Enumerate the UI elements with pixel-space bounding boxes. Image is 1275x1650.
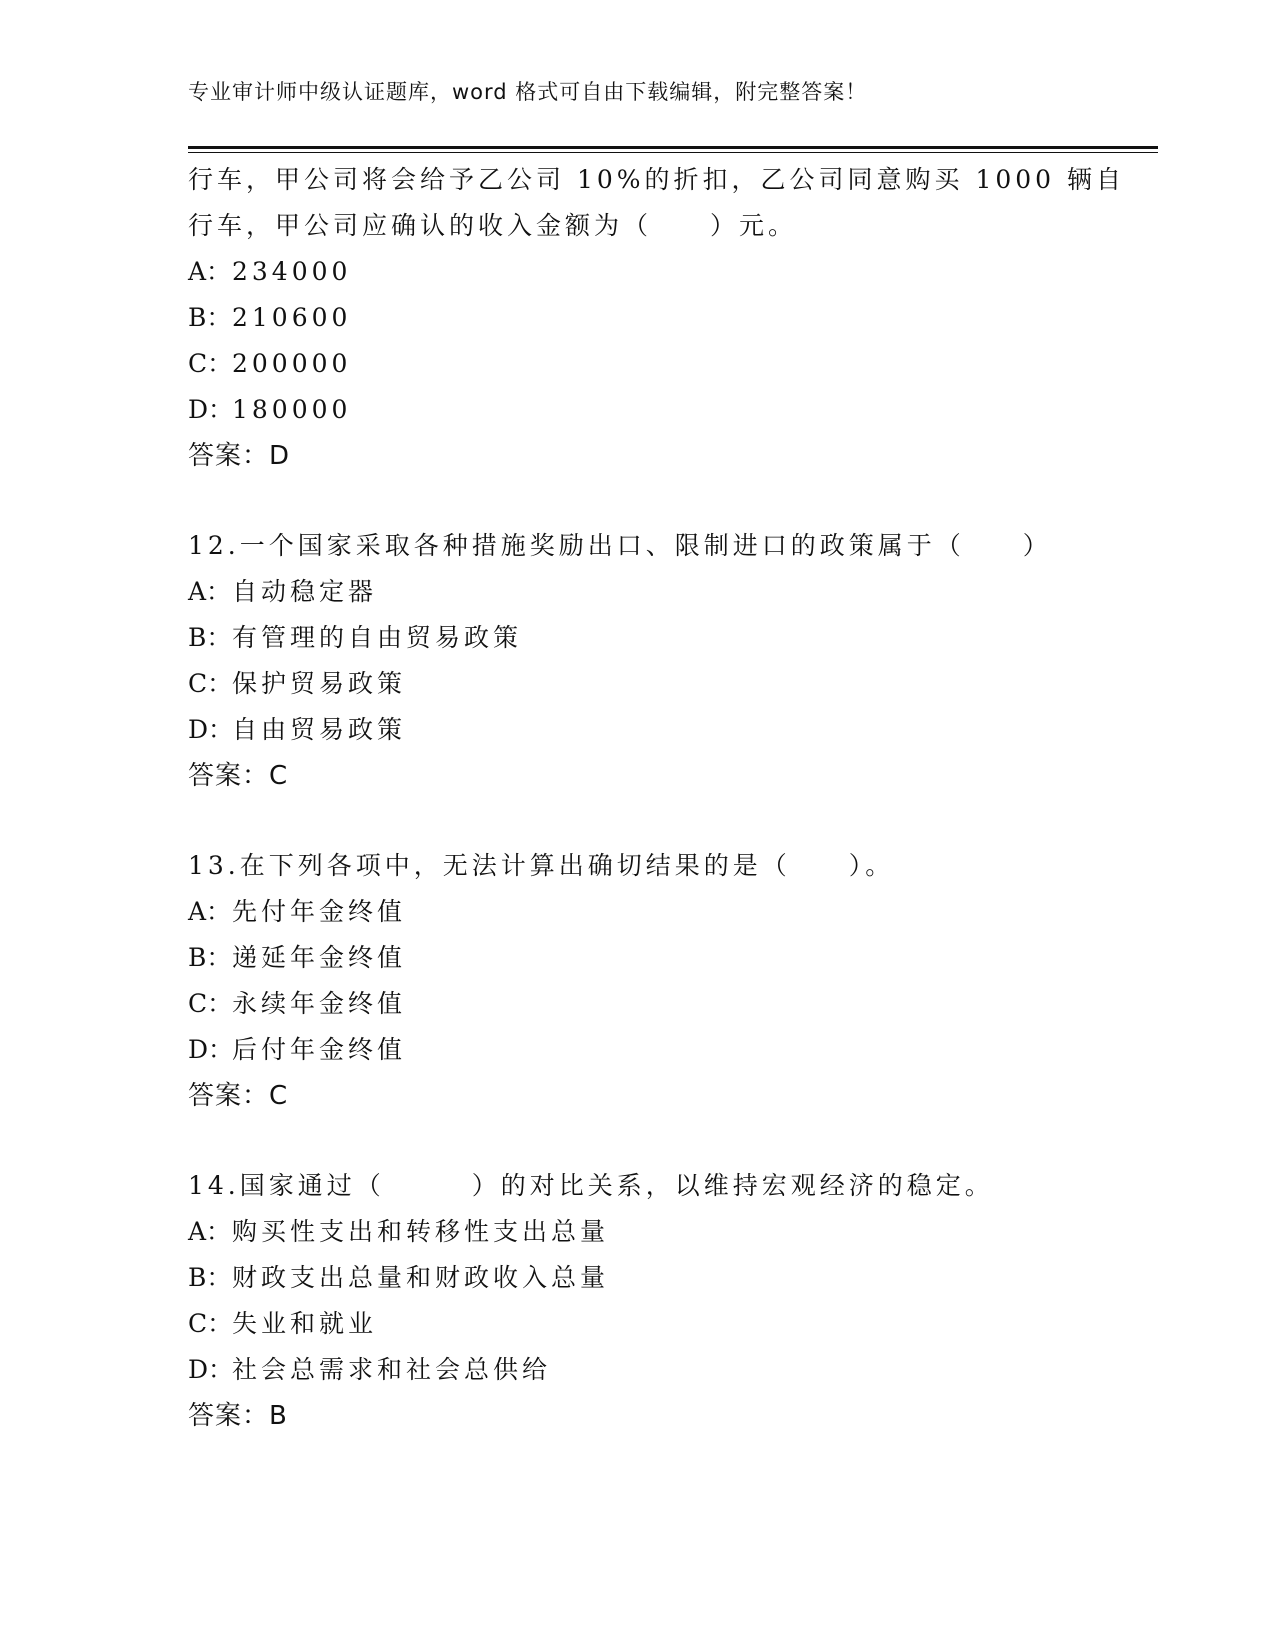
option-key: C： — [188, 669, 233, 698]
option-key: A： — [188, 1217, 232, 1246]
option-key: D： — [188, 395, 234, 424]
answer-line: 答案：D — [188, 441, 291, 471]
option-text: 180000 — [232, 395, 352, 424]
option-b — [188, 935, 1148, 981]
answer-line: 答案：C — [188, 761, 289, 791]
option-key: A： — [188, 257, 232, 286]
option-c — [188, 1301, 1148, 1347]
option-a — [188, 889, 1148, 935]
option-key: D： — [188, 1355, 234, 1384]
question-text-line: 12.一个国家采取各种措施奖励出口、限制进口的政策属于（ ） — [188, 531, 1052, 560]
option-text: 后付年金终值 — [232, 1035, 407, 1064]
option-text: 递延年金终值 — [232, 943, 407, 972]
page-header: 专业审计师中级认证题库，word 格式可自由下载编辑，附完整答案！ — [188, 80, 868, 104]
option-c — [188, 341, 1148, 387]
option-a — [188, 569, 1148, 615]
spacer — [188, 479, 1148, 523]
header-rule-thick — [188, 146, 1158, 149]
option-d — [188, 1027, 1148, 1073]
option-key: D： — [188, 1035, 234, 1064]
option-text: 先付年金终值 — [232, 897, 407, 926]
option-d — [188, 1347, 1148, 1393]
question-block — [188, 523, 1148, 799]
option-key: B： — [188, 303, 232, 332]
answer-line: 答案：C — [188, 1081, 289, 1111]
option-b — [188, 295, 1148, 341]
option-key: B： — [188, 943, 232, 972]
option-text: 210600 — [232, 303, 352, 332]
question-text-line: 13.在下列各项中，无法计算出确切结果的是（ ）。 — [188, 851, 895, 880]
option-a — [188, 1209, 1148, 1255]
option-d — [188, 707, 1148, 753]
option-text: 自由贸易政策 — [232, 715, 407, 744]
option-key: D： — [188, 715, 234, 744]
option-key: A： — [188, 577, 232, 606]
option-a — [188, 249, 1148, 295]
option-text: 财政支出总量和财政收入总量 — [232, 1263, 610, 1292]
question-block — [188, 157, 1148, 479]
option-b — [188, 615, 1148, 661]
option-d — [188, 387, 1148, 433]
spacer — [188, 1119, 1148, 1163]
option-key: B： — [188, 623, 232, 652]
question-text-line: 行车，甲公司将会给予乙公司 10%的折扣，乙公司同意购买 1000 辆自 — [188, 165, 1126, 194]
option-text: 200000 — [232, 349, 352, 378]
option-text: 保护贸易政策 — [232, 669, 407, 698]
header-rule-thin — [188, 152, 1158, 153]
answer-line: 答案：B — [188, 1401, 288, 1431]
question-text-line: 行车，甲公司应确认的收入金额为（ ）元。 — [188, 211, 798, 240]
option-b — [188, 1255, 1148, 1301]
question-block — [188, 843, 1148, 1119]
question-list — [188, 157, 1148, 1439]
option-text: 永续年金终值 — [232, 989, 407, 1018]
option-text: 有管理的自由贸易政策 — [232, 623, 523, 652]
question-block — [188, 1163, 1148, 1439]
spacer — [188, 799, 1148, 843]
option-text: 自动稳定器 — [232, 577, 378, 606]
option-text: 购买性支出和转移性支出总量 — [232, 1217, 610, 1246]
option-key: C： — [188, 1309, 233, 1338]
option-key: C： — [188, 989, 233, 1018]
option-key: B： — [188, 1263, 232, 1292]
option-text: 234000 — [232, 257, 352, 286]
question-text-line: 14.国家通过（ ）的对比关系，以维持宏观经济的稳定。 — [188, 1171, 994, 1200]
option-text: 社会总需求和社会总供给 — [232, 1355, 552, 1384]
option-c — [188, 661, 1148, 707]
option-c — [188, 981, 1148, 1027]
option-key: A： — [188, 897, 232, 926]
option-text: 失业和就业 — [232, 1309, 378, 1338]
option-key: C： — [188, 349, 233, 378]
